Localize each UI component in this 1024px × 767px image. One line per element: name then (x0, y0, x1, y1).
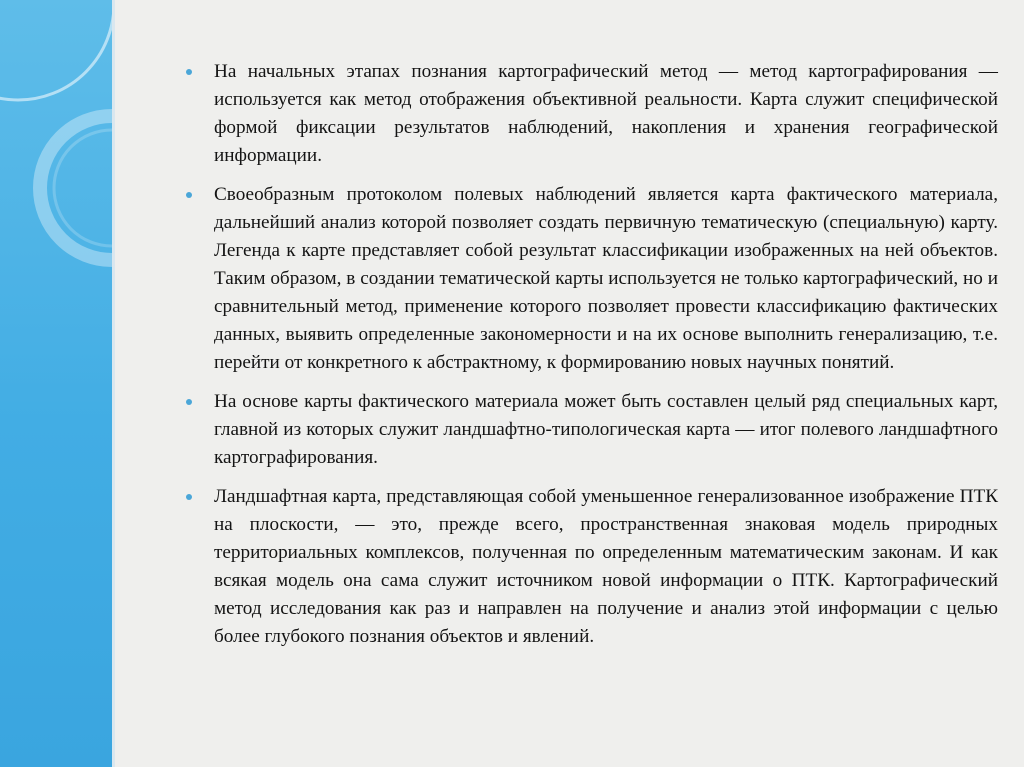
bullet-item (180, 483, 998, 651)
bullet-text: На основе карты фактического материала может быть составлен целый ряд специальных карт, главной из которых служит ландшафтно-типологическая карта — итог полевого ландшафтного картографирования. (214, 391, 998, 468)
bullet-text: Ландшафтная карта, представляющая собой уменьшенное генерализованное изображение ПТК на плоскости, — это, прежде всего, пространственная знаковая модель природных территориальных комплексов, полученная по определенным математическим законам. И как всякая модель она сама служит источником новой информации о ПТК. Картографический метод исследования как раз и направлен на получение и анализ этой информации с целью более глубокого познания объектов и явлений. (214, 486, 998, 647)
bullet-dot-icon (186, 494, 192, 500)
bullet-dot-icon (186, 399, 192, 405)
band-edge-divider (112, 0, 115, 767)
ring-ornament-icon (0, 0, 112, 767)
left-decorative-band (0, 0, 112, 767)
bullet-text: На начальных этапах познания картографический метод — метод картографирования — используется как метод отображения объективной реальности. Карта служит специфической формой фиксации результатов наблюдений, накопления и хранения географической информации. (214, 61, 998, 166)
bullet-dot-icon (186, 69, 192, 75)
bullet-dot-icon (186, 192, 192, 198)
bullet-item (180, 181, 998, 377)
bullet-text: Своеобразным протоколом полевых наблюдений является карта фактического материала, дальнейший анализ которой позволяет создать первичную тематическую (специальную) карту. Легенда к карте представляет собой результат классификации изображенных на ней объектов. Таким образом, в создании тематической карты используется не только картографический, но и сравнительный метод, применение которого позволяет провести классификацию фактических данных, выявить определенные закономерности и на их основе выполнить генерализацию, т.е. перейти от конкретного к абстрактному, к формированию новых научных понятий. (214, 184, 998, 373)
bullet-item (180, 58, 998, 170)
slide-text-list (180, 58, 998, 662)
bullet-item (180, 388, 998, 472)
